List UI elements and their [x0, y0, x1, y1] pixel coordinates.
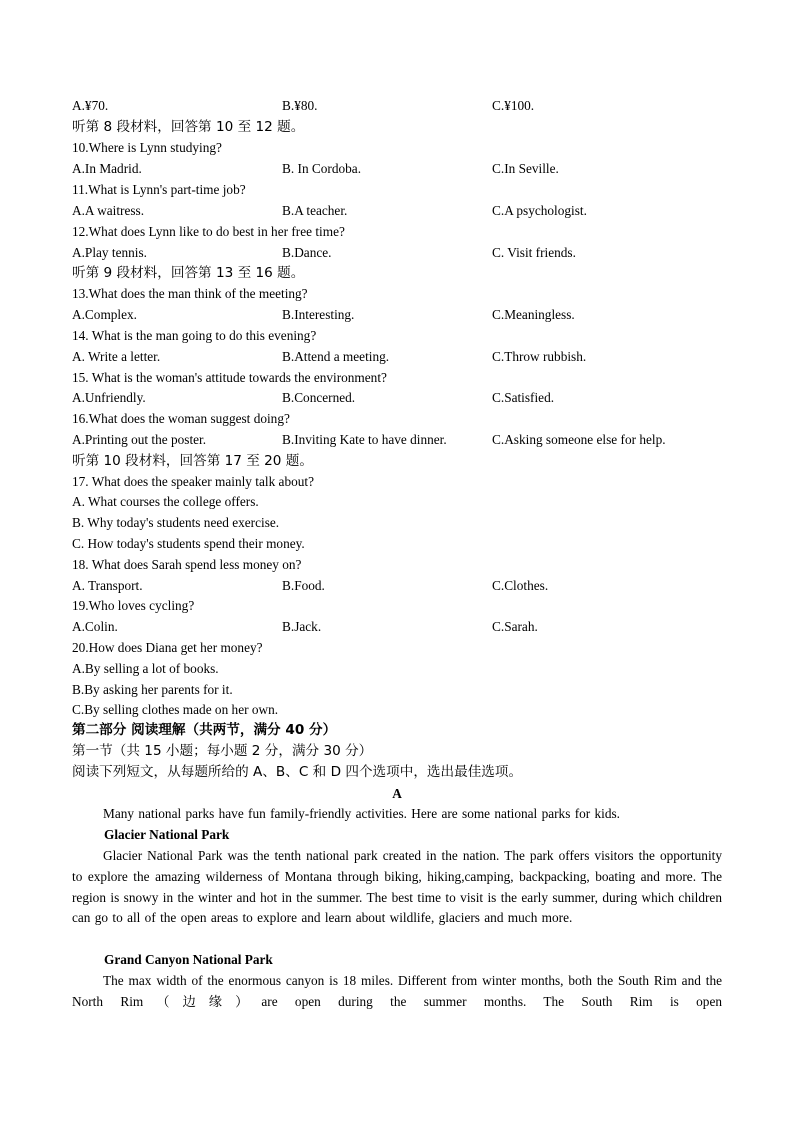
q16-question: 16.What does the woman suggest doing? — [72, 411, 290, 426]
park1-text: Glacier National Park was the tenth national park created in the nation. The park offers visitors the opportunity to explore the amazing wilderness of Montana through biking, hiking,camping, backpacking, boating and more. The region is snowy in the winter and hot in the summer. The best time to visit is the early summer, during which children can go to all of the open areas to explore and learn about wildlife, glaciers and much more. — [72, 848, 722, 926]
q17-option-b: B. Why today's students need exercise. — [72, 515, 280, 530]
q12-option-c: C. Visit friends. — [492, 245, 576, 260]
q17-question: 17. What does the speaker mainly talk about? — [72, 474, 314, 489]
q15-option-a: A.Unfriendly. — [72, 390, 146, 405]
park2-text: The max width of the enormous canyon is 18 miles. Different from winter months, both the South Rim and the North Rim（边缘）are open during the summer months. The South Rim is open — [72, 973, 722, 1009]
q18-question: 18. What does Sarah spend less money on? — [72, 557, 302, 572]
q9-option-b: B.¥80. — [282, 98, 318, 113]
q20-option-c: C.By selling clothes made on her own. — [72, 702, 279, 717]
q19-option-a: A.Colin. — [72, 619, 118, 634]
q10-option-b: B. In Cordoba. — [282, 161, 362, 176]
passage-label: A — [392, 786, 402, 801]
section1-title: 第一节（共 15 小题；每小题 2 分，满分 30 分） — [72, 743, 373, 759]
q13-option-a: A.Complex. — [72, 307, 138, 322]
q10-option-c: C.In Seville. — [492, 161, 559, 176]
q19-question: 19.Who loves cycling? — [72, 598, 195, 613]
q17-option-c: C. How today's students spend their money. — [72, 536, 305, 551]
q13-option-c: C.Meaningless. — [492, 307, 575, 322]
q18-option-c: C.Clothes. — [492, 578, 549, 593]
q15-option-c: C.Satisfied. — [492, 390, 555, 405]
q20-question: 20.How does Diana get her money? — [72, 640, 263, 655]
q15-option-b: B.Concerned. — [282, 390, 356, 405]
section9-header: 听第 9 段材料，回答第 13 至 16 题。 — [72, 265, 305, 281]
park1-title: Glacier National Park — [104, 827, 230, 842]
q11-option-a: A.A waitress. — [72, 203, 145, 218]
q18-option-a: A. Transport. — [72, 578, 143, 593]
q11-question: 11.What is Lynn's part-time job? — [72, 182, 246, 197]
q12-option-a: A.Play tennis. — [72, 245, 147, 260]
section10-header: 听第 10 段材料，回答第 17 至 20 题。 — [72, 453, 313, 469]
passage-intro: Many national parks have fun family-friendly activities. Here are some national parks for kids. — [103, 806, 621, 821]
q14-option-b: B.Attend a meeting. — [282, 349, 390, 364]
q16-option-c: C.Asking someone else for help. — [492, 432, 666, 447]
q12-question: 12.What does Lynn like to do best in her free time? — [72, 224, 345, 239]
q13-question: 13.What does the man think of the meeting? — [72, 286, 308, 301]
q12-option-b: B.Dance. — [282, 245, 332, 260]
q11-option-c: C.A psychologist. — [492, 203, 587, 218]
section8-header: 听第 8 段材料，回答第 10 至 12 题。 — [72, 119, 305, 135]
q16-option-a: A.Printing out the poster. — [72, 432, 207, 447]
q13-option-b: B.Interesting. — [282, 307, 355, 322]
q20-option-b: B.By asking her parents for it. — [72, 682, 233, 697]
q20-option-a: A.By selling a lot of books. — [72, 661, 219, 676]
reading-instructions: 阅读下列短文，从每题所给的 A、B、C 和 D 四个选项中，选出最佳选项。 — [72, 764, 523, 780]
q9-option-a: A.¥70. — [72, 98, 109, 113]
q18-option-b: B.Food. — [282, 578, 325, 593]
part2-title: 第二部分 阅读理解（共两节，满分 40 分） — [72, 722, 337, 738]
q9-option-c: C.¥100. — [492, 98, 535, 113]
q19-option-b: B.Jack. — [282, 619, 322, 634]
q10-question: 10.Where is Lynn studying? — [72, 140, 222, 155]
park2-title: Grand Canyon National Park — [104, 952, 273, 967]
q11-option-b: B.A teacher. — [282, 203, 348, 218]
q15-question: 15. What is the woman's attitude towards the environment? — [72, 370, 387, 385]
q10-option-a: A.In Madrid. — [72, 161, 142, 176]
q19-option-c: C.Sarah. — [492, 619, 538, 634]
q14-option-c: C.Throw rubbish. — [492, 349, 587, 364]
q17-option-a: A. What courses the college offers. — [72, 494, 259, 509]
q14-question: 14. What is the man going to do this evening? — [72, 328, 317, 343]
q16-option-b: B.Inviting Kate to have dinner. — [282, 432, 447, 447]
q14-option-a: A. Write a letter. — [72, 349, 161, 364]
